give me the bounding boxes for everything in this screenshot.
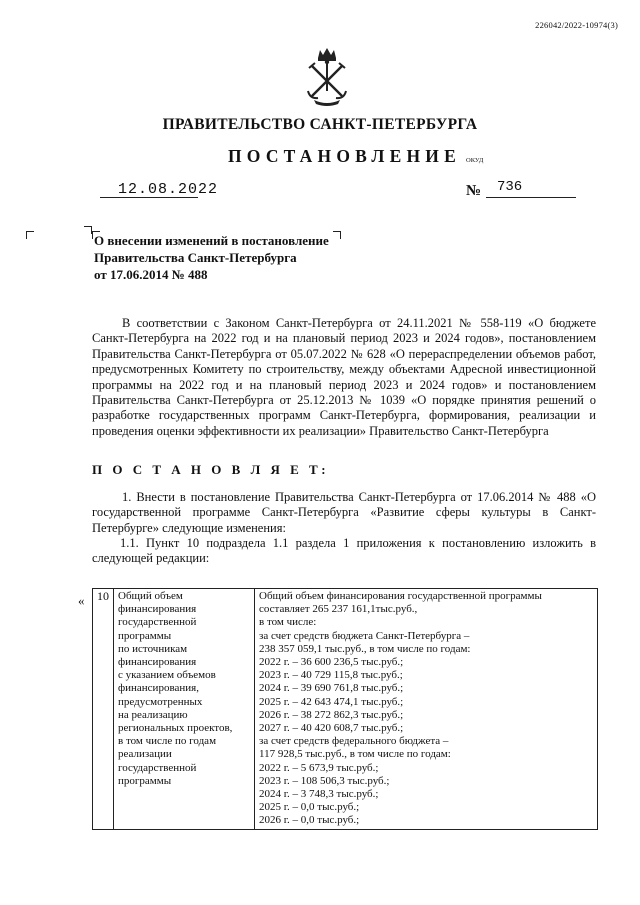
resolves-heading: П О С Т А Н О В Л Я Е Т: xyxy=(92,462,330,477)
table-cell-line: программы xyxy=(118,629,172,642)
table-cell-line: государственной xyxy=(118,761,197,774)
table-cell-line: реализации xyxy=(118,748,172,761)
saint-petersburg-coat-of-arms-icon xyxy=(306,48,348,108)
number-underline xyxy=(486,197,576,198)
table-cell-line: 117 928,5 тыс.руб., в том числе по годам: xyxy=(259,748,451,761)
table-cell-line: в том числе по годам xyxy=(118,735,217,748)
government-name: ПРАВИТЕЛЬСТВО САНКТ-ПЕТЕРБУРГА xyxy=(162,116,478,133)
table-cell-line: 2026 г. – 0,0 тыс.руб.; xyxy=(259,814,360,827)
table-cell-line: 2024 г. – 3 748,3 тыс.руб.; xyxy=(259,788,379,801)
value-cell xyxy=(255,589,598,830)
table-cell-line: программы xyxy=(118,774,172,787)
number-sign: № xyxy=(466,183,482,199)
table-cell-line: 2023 г. – 108 506,3 тыс.руб.; xyxy=(259,774,390,787)
table-cell-line: 2022 г. – 36 600 236,5 тыс.руб.; xyxy=(259,656,404,669)
document-type-heading: ПОСТАНОВЛЕНИЕ xyxy=(228,146,461,166)
table-cell-line: с указанием объемов xyxy=(118,669,216,682)
table-cell-line: составляет 265 237 161,1тыс.руб., xyxy=(259,603,418,616)
corner-mark-title-left xyxy=(84,226,92,234)
table-cell-line: Общий объем xyxy=(118,590,183,602)
okud-label: ОКУД xyxy=(466,157,484,164)
item-1-1-paragraph: 1.1. Пункт 10 подраздела 1.1 раздела 1 приложения к постановлению изложить в следующей редакции: xyxy=(92,536,596,566)
table-cell-line: по источникам xyxy=(118,642,188,655)
table-cell-line: в том числе: xyxy=(259,616,317,629)
table-cell-line: региональных проектов, xyxy=(118,722,233,735)
table-row xyxy=(93,589,598,830)
table-cell-line: за счет средств федерального бюджета – xyxy=(259,735,449,748)
table-cell-line: государственной xyxy=(118,616,197,629)
table-cell-line: за счет средств бюджета Санкт-Петербурга – xyxy=(259,629,470,642)
table-cell-line: финансирования, xyxy=(118,682,199,695)
title-line: от 17.06.2014 № 488 xyxy=(94,267,208,282)
table-cell-line: 2026 г. – 38 272 862,3 тыс.руб.; xyxy=(259,708,404,721)
table-cell-line: финансирования xyxy=(118,656,197,669)
table-cell-line: 2022 г. – 5 673,9 тыс.руб.; xyxy=(259,761,379,774)
resolution-title xyxy=(94,232,354,283)
funding-table xyxy=(92,588,598,830)
document-number: 736 xyxy=(497,179,523,195)
table-cell-line: 2025 г. – 42 643 474,1 тыс.руб.; xyxy=(259,695,404,708)
preamble-paragraph: В соответствии с Законом Санкт-Петербурга от 24.11.2021 № 558-119 «О бюджете Санкт-Петербурга на 2022 год и на плановый период 2023 и 2024 годов», постановлением Правительства Санкт-Петербурга от 05.07.2022 № 628 «О перераспределении объемов работ, предусмотренных Комитету по строительству, между объектами Адресной инвестиционной программы на 2022 год и на плановый период 2023 и 2024 годов» и постановлением Правительства Санкт-Петербурга от 25.12.2013 № 1039 «О порядке принятия решений о разработке государственных программ Санкт-Петербурга, формирования, реализации и проведения оценки эффективности их реализации» Правительство Санкт-Петербурга xyxy=(92,316,596,438)
table-cell-line: на реализацию xyxy=(118,708,188,721)
row-number-cell: 10 xyxy=(93,589,114,830)
table-cell-line: 238 357 059,1 тыс.руб., в том числе по годам: xyxy=(259,642,471,655)
table-cell-line: финансирования xyxy=(118,603,197,616)
item-1-paragraph: 1. Внести в постановление Правительства Санкт-Петербурга от 17.06.2014 № 488 «О государственной программе Санкт-Петербурга «Развитие сферы культуры в Санкт-Петербурге» следующие изменения: xyxy=(92,490,596,535)
open-quote-mark: « xyxy=(78,593,85,608)
table-cell-line: предусмотренных xyxy=(118,695,203,708)
date-underline xyxy=(100,197,198,198)
table-cell-line: 2027 г. – 40 420 608,7 тыс.руб.; xyxy=(259,722,404,735)
table-cell-line: 2024 г. – 39 690 761,8 тыс.руб.; xyxy=(259,682,404,695)
title-line: О внесении изменений в постановление xyxy=(94,233,329,248)
label-cell xyxy=(114,589,255,830)
title-line: Правительства Санкт-Петербурга xyxy=(94,250,297,265)
document-registration-number: 226042/2022-10974(3) xyxy=(535,20,618,30)
table-cell-line: 2025 г. – 0,0 тыс.руб.; xyxy=(259,801,360,814)
document-date: 12.08.2022 xyxy=(118,181,219,198)
corner-mark-left xyxy=(26,231,34,239)
table-cell-line: 2023 г. – 40 729 115,8 тыс.руб.; xyxy=(259,669,403,682)
table-cell-line: Общий объем финансирования государственной программы xyxy=(259,590,542,602)
